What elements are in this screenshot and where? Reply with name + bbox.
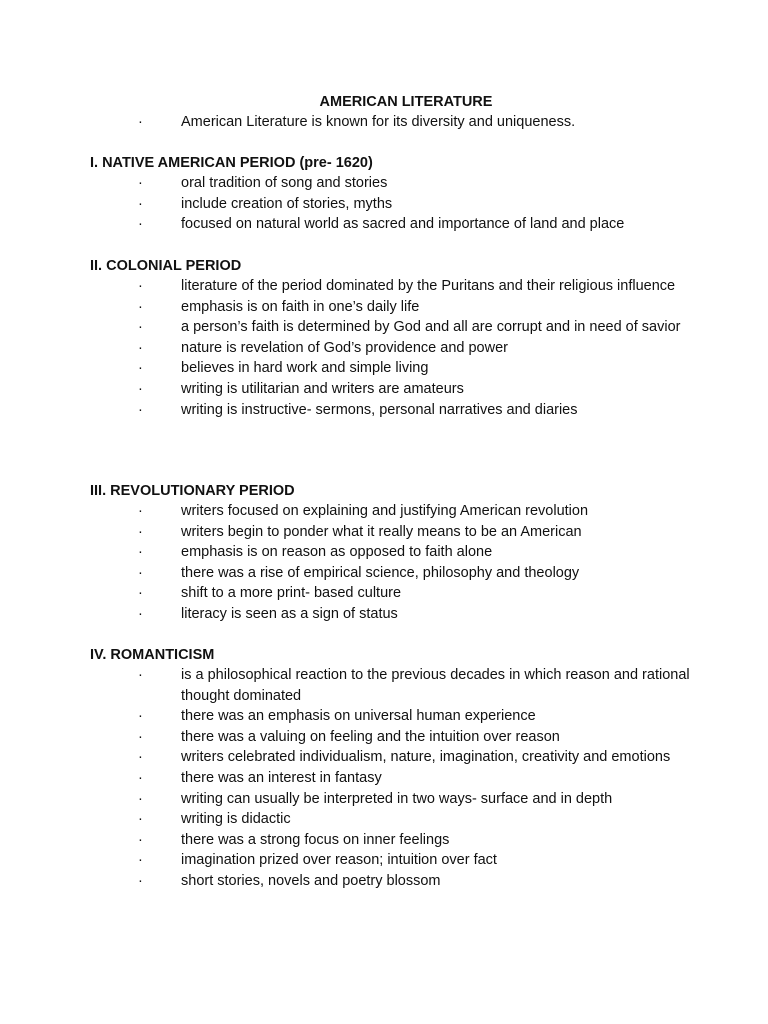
document-title: AMERICAN LITERATURE	[319, 94, 493, 110]
bullet: ·	[138, 114, 143, 130]
list-item: · believes in hard work and simple living	[138, 360, 429, 377]
list-item: · focused on natural world as sacred and importance of land and place	[138, 216, 625, 233]
list-item: · there was a valuing on feeling and the intuition over reason	[138, 728, 560, 745]
list-item: · literacy is seen as a sign of status	[138, 605, 398, 622]
section-list	[0, 665, 768, 892]
list-item: · nature is revelation of God’s providence and power	[138, 339, 508, 356]
list-item: · American Literature is known for its diversity and uniqueness.	[136, 112, 711, 133]
list-item: · there was a rise of empirical science, philosophy and theology	[138, 564, 580, 581]
list-item: · there was a strong focus on inner feelings	[138, 831, 450, 848]
list-item: · writing is utilitarian and writers are amateurs	[138, 380, 464, 397]
list-item: · imagination prized over reason; intuition over fact	[138, 852, 497, 869]
list-item: · a person’s faith is determined by God and all are corrupt and in need of savior	[138, 319, 681, 336]
list-item: · writing is didactic	[138, 811, 291, 828]
list-item: · writers focused on explaining and justifying American revolution	[138, 503, 589, 519]
intro-list	[0, 112, 768, 133]
list-item: · literature of the period dominated by the Puritans and their religious influence	[138, 278, 676, 294]
list-item: · short stories, novels and poetry blossom	[138, 872, 441, 889]
list-item: · include creation of stories, myths	[138, 195, 393, 212]
section-list	[0, 276, 768, 420]
list-item: · writing can usually be interpreted in two ways- surface and in depth	[138, 790, 613, 807]
list-item: · there was an interest in fantasy	[138, 769, 382, 786]
section-heading: I. NATIVE AMERICAN PERIOD (pre- 1620)	[90, 155, 373, 171]
section-colonial	[0, 256, 768, 420]
list-item: · emphasis is on reason as opposed to faith alone	[138, 544, 493, 561]
list-item: · writing is instructive- sermons, personal narratives and diaries	[138, 401, 578, 418]
section-list	[0, 173, 768, 235]
section-heading: IV. ROMANTICISM	[90, 647, 215, 663]
section-list	[0, 501, 768, 625]
section-revolutionary	[0, 481, 768, 625]
list-item: · writers begin to ponder what it really means to be an American	[138, 523, 582, 540]
section-heading: III. REVOLUTIONARY PERIOD	[90, 483, 295, 499]
section-heading: II. COLONIAL PERIOD	[90, 258, 242, 274]
section-romanticism	[0, 645, 768, 892]
list-item: · there was an emphasis on universal human experience	[138, 708, 536, 725]
list-item: · oral tradition of song and stories	[138, 175, 388, 191]
list-item: · writers celebrated individualism, nature, imagination, creativity and emotions	[138, 749, 671, 766]
list-item: · emphasis is on faith in one’s daily life	[138, 298, 420, 315]
list-item: · shift to a more print- based culture	[138, 585, 402, 602]
section-native-american	[0, 153, 768, 235]
list-item: · is a philosophical reaction to the previous decades in which reason and rational thought dominated	[138, 667, 690, 704]
